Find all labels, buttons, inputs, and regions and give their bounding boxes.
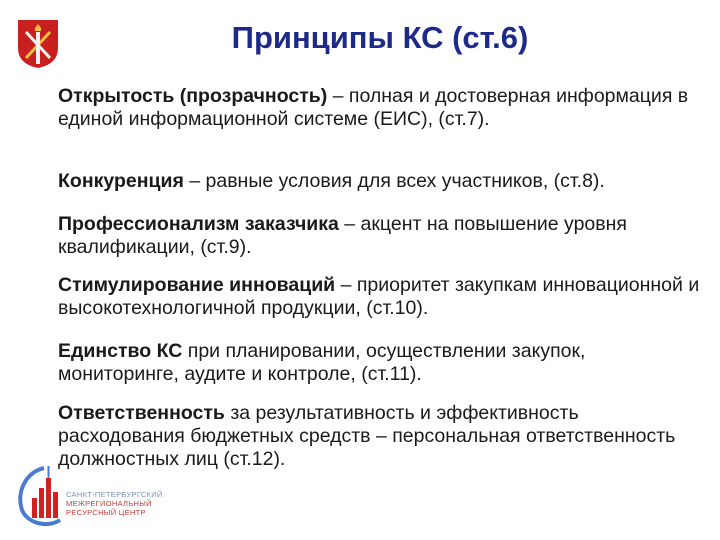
principle-term: Открытость (прозрачность) [58, 85, 328, 107]
principle-term: Ответственность [58, 402, 225, 424]
principle-professionalism [58, 213, 708, 259]
principle-competition [58, 170, 708, 193]
principle-term: Единство КС [58, 340, 183, 362]
principle-text: – приоритет закупкам инновационной и высокотехнологичной продукции, (ст.10). [58, 274, 700, 319]
principle-text: – акцент на повышение уровня квалификации, (ст.9). [58, 213, 627, 258]
logo-line-2: МЕЖРЕГИОНАЛЬНЫЙ [66, 499, 152, 508]
principle-text: – полная и достоверная информация в единой информационной системе (ЕИС), (ст.7). [58, 85, 689, 130]
principle-unity [58, 340, 708, 386]
logo-line-1: САНКТ-ПЕТЕРБУРГСКИЙ [66, 490, 163, 499]
page-title: Принципы КС (ст.6) [231, 20, 529, 55]
principle-responsibility [58, 402, 708, 471]
principle-text: при планировании, осуществлении закупок, мониторинге, аудите и контроле, (ст.11). [58, 340, 586, 385]
principle-text: за результативность и эффективность расходования бюджетных средств – персональная ответственность должностных лиц (ст.12). [58, 402, 676, 470]
logo-text [66, 490, 176, 517]
principle-openness [58, 85, 708, 131]
principle-term: Конкуренция [58, 170, 184, 192]
logo-line-3: РЕСУРСНЫЙ ЦЕНТР [66, 508, 146, 517]
principle-text: – равные условия для всех участников, (ст.8). [183, 170, 605, 192]
principle-innovation [58, 274, 708, 320]
principle-term: Профессионализм заказчика [58, 213, 339, 235]
principle-term: Стимулирование инноваций [58, 274, 336, 296]
